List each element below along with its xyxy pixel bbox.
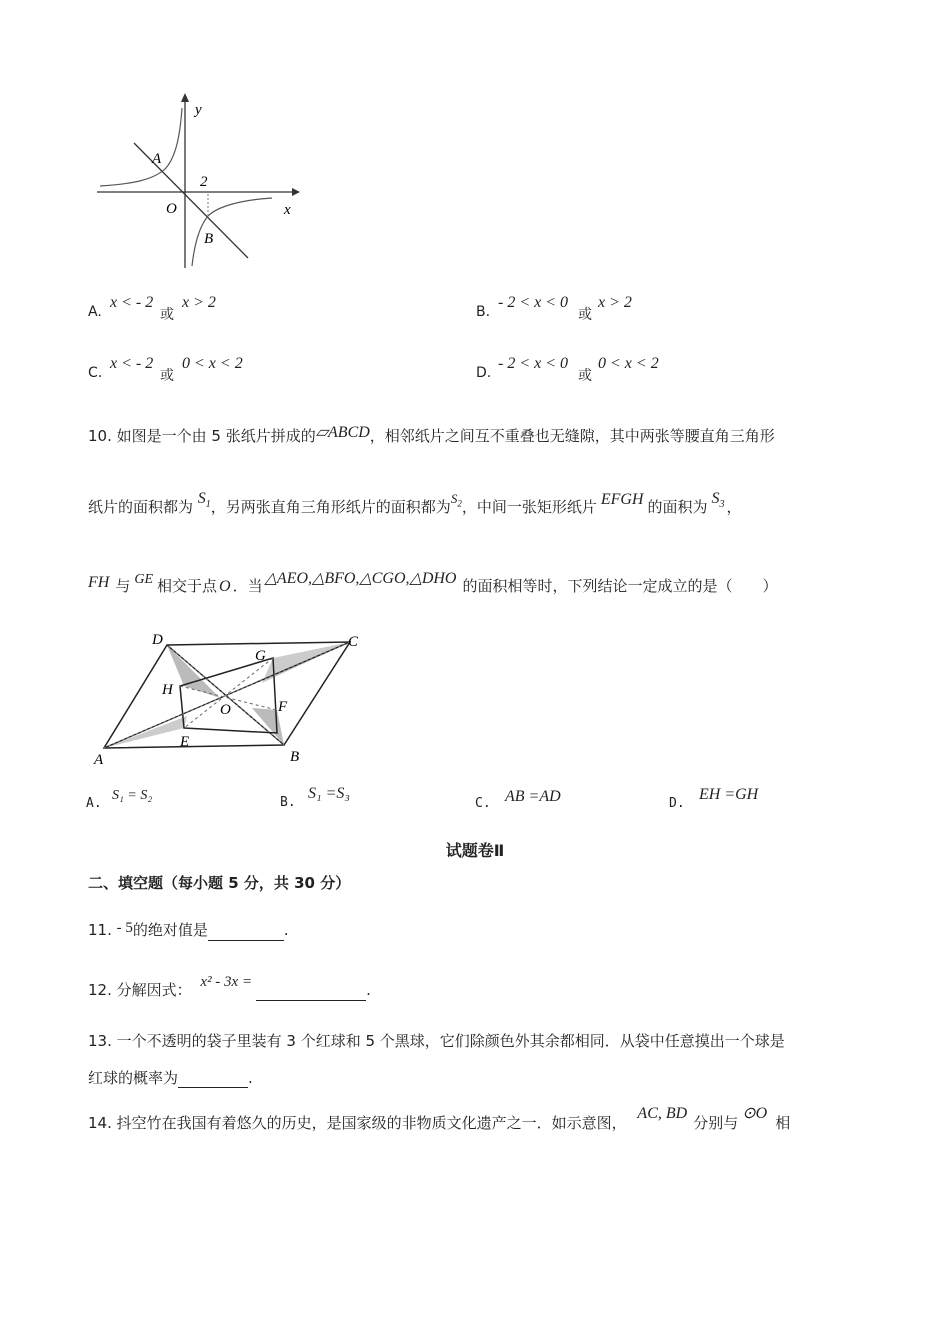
q12-math: x² - 3x =: [200, 974, 253, 990]
label-y: y: [195, 102, 202, 118]
q13-answer-blank[interactable]: [178, 1071, 248, 1088]
q10-line2-text-a: 纸片的面积都为: [88, 498, 194, 516]
section2-heading: 二、填空题（每小题 5 分，共 30 分）: [88, 874, 351, 892]
q10-triangles: △AEO,△BFO,△CGO,△DHO: [264, 570, 457, 587]
q10-line1-text-b: ，相邻纸片之间互不重叠也无缝隙，其中两张等腰直角三角形: [369, 427, 775, 445]
q10-s3: $S_3$: [711, 490, 725, 511]
q11-math: - 5: [116, 920, 133, 936]
option-or: 或: [160, 307, 174, 323]
q13-end: .: [248, 1069, 253, 1087]
q9-option-b[interactable]: [476, 294, 776, 324]
q10-line3-text-a: 与: [115, 577, 131, 595]
q10-parallelogram-math: ▱ABCD: [315, 424, 370, 441]
q13-line2: [88, 1068, 253, 1088]
label-b: B: [290, 749, 300, 765]
hyperbola-branch-upper: [100, 108, 182, 186]
option-expr: EH =GH: [699, 786, 759, 803]
label-b: B: [204, 231, 214, 247]
q10-line2: [88, 490, 742, 524]
label-a: A: [94, 752, 104, 768]
q11-num: 11.: [88, 921, 112, 939]
shaded-triangle-dho: [167, 645, 220, 698]
label-d: D: [152, 632, 163, 648]
label-e: E: [180, 734, 190, 750]
q10-s2: $S_2$: [450, 491, 462, 509]
q14-text-b: 分别与: [693, 1114, 739, 1132]
q10-o: O: [219, 578, 231, 595]
q10-line3-text-c: ．当: [232, 577, 263, 595]
q10-line2-text-b: ，另两张直角三角形纸片的面积都为: [210, 498, 451, 516]
q14-text-a: 14. 抖空竹在我国有着悠久的历史，是国家级的非物质文化遗产之一．如示意图，: [88, 1114, 627, 1132]
option-letter: D.: [476, 365, 492, 381]
q12-num: 12. 分解因式：: [88, 981, 192, 999]
q10-ge: GE: [134, 572, 154, 587]
q14-math1: AC, BD: [637, 1105, 688, 1122]
option-expr1: x < - 2: [110, 355, 154, 372]
q13-text: 红球的概率为: [88, 1069, 179, 1087]
y-axis-arrow: [181, 93, 189, 102]
option-letter: B.: [476, 304, 491, 320]
label-2: 2: [200, 174, 208, 190]
q10-efgh: EFGH: [600, 491, 644, 508]
q12: [88, 974, 371, 1001]
q11-text: 的绝对值是: [132, 921, 208, 939]
q10-parallelogram-figure: [92, 628, 372, 768]
option-expr2: 0 < x < 2: [598, 355, 659, 372]
section-title: 试题卷Ⅱ: [445, 841, 505, 860]
label-f: F: [278, 699, 288, 715]
x-axis-arrow: [292, 188, 300, 196]
q10-line1-text-a: 10. 如图是一个由 5 张纸片拼成的: [88, 427, 316, 445]
label-a: A: [152, 151, 162, 167]
q10-option-d[interactable]: [669, 786, 849, 816]
option-expr2: 0 < x < 2: [182, 355, 243, 372]
q10-line3-text-b: 相交于点: [157, 577, 218, 595]
q10-option-a[interactable]: [86, 788, 266, 818]
q14: [88, 1105, 791, 1134]
q12-answer-blank[interactable]: [256, 984, 366, 1001]
label-o: O: [220, 702, 231, 718]
label-x: x: [284, 202, 291, 218]
option-expr2: x > 2: [598, 294, 632, 311]
q11: [88, 920, 289, 941]
q10-line2-text-c: ，中间一张矩形纸片: [461, 498, 597, 516]
q9-option-d[interactable]: [476, 355, 776, 385]
q14-math2: ⊙O: [742, 1105, 768, 1122]
q9-option-a[interactable]: [88, 294, 388, 324]
option-expr: AB =AD: [505, 788, 561, 805]
option-or: 或: [578, 307, 592, 323]
q14-text-c: 相: [775, 1114, 791, 1132]
option-expr: S₁ =S₃: [308, 785, 350, 802]
label-g: G: [255, 648, 266, 664]
option-expr1: - 2 < x < 0: [498, 294, 569, 311]
q10-line3: [88, 570, 778, 598]
q10-line2-text-d: 的面积为: [647, 498, 708, 516]
option-letter: C.: [475, 796, 491, 811]
option-letter: B.: [280, 795, 296, 810]
q10-option-c[interactable]: [475, 788, 655, 818]
option-or: 或: [160, 368, 174, 384]
option-or: 或: [578, 368, 592, 384]
q11-answer-blank[interactable]: [208, 924, 284, 941]
label-c: C: [348, 634, 359, 650]
option-expr1: - 2 < x < 0: [498, 355, 569, 372]
q10-line3-text-d: 的面积相等时，下列结论一定成立的是（ ）: [462, 577, 778, 595]
q10-option-b[interactable]: [280, 785, 460, 815]
q11-end: .: [283, 921, 289, 939]
q9-graph: [92, 88, 302, 273]
q13-line1: 13. 一个不透明的袋子里装有 3 个红球和 5 个黑球，它们除颜色外其余都相同．从袋中任意摸出一个球是: [88, 1032, 785, 1050]
q10-fh: FH: [88, 574, 110, 591]
option-letter: C.: [88, 365, 103, 381]
option-letter: A.: [88, 304, 102, 320]
option-expr: S₁ = S₂: [112, 788, 153, 803]
option-letter: A.: [86, 796, 102, 811]
option-expr2: x > 2: [182, 294, 216, 311]
option-letter: D.: [669, 796, 685, 811]
q10-line1: [88, 426, 775, 447]
q10-line2-text-e: ，: [726, 498, 742, 516]
q12-end: .: [366, 981, 371, 999]
label-o: O: [166, 201, 177, 217]
option-expr1: x < - 2: [110, 294, 154, 311]
label-h: H: [162, 682, 173, 698]
q10-s1: $S_1$: [197, 490, 211, 511]
q9-option-c[interactable]: [88, 355, 388, 385]
